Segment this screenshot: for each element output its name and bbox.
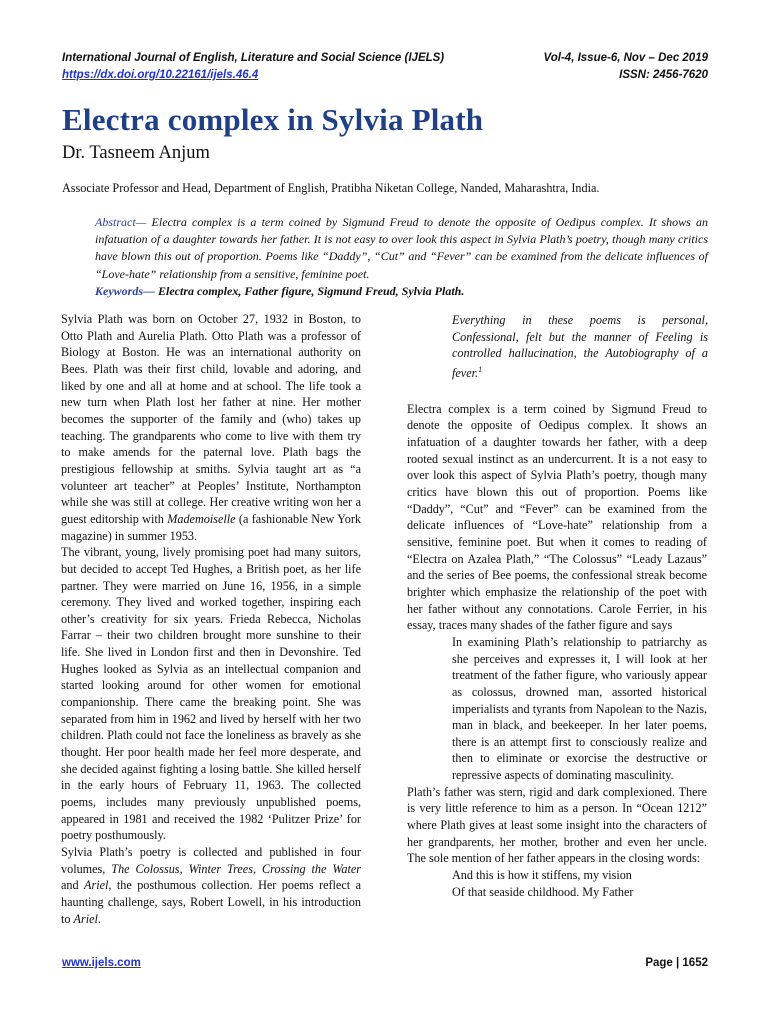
verse-line-2: Of that seaside childhood. My Father xyxy=(452,884,634,899)
book-title: Crossing the Water xyxy=(261,861,361,876)
book-title: The Colossus xyxy=(111,861,180,876)
right-paragraph-2: Plath’s father was stern, rigid and dark complexioned. There is very little reference to him as a person. In “Ocean 1212” where Plath gives at least some insight into the characters of her grandparents, her mother, brother and even her uncle. The sole mention of her father appears in the closing words: xyxy=(407,784,707,866)
author-affiliation: Associate Professor and Head, Department of English, Pratibha Niketan College, Nanded, Maharashtra, India. xyxy=(62,181,600,195)
separator: , xyxy=(179,861,189,876)
abstract xyxy=(95,214,708,300)
abstract-label: Abstract— xyxy=(95,215,147,229)
quote-text: Everything in these poems is personal, Confessional, felt but the manner of Feeling is controlled hallucination, the Autobiography of a fever. xyxy=(452,313,708,381)
volume-issue: Vol-4, Issue-6, Nov – Dec 2019 xyxy=(543,52,708,64)
abstract-text: Electra complex is a term coined by Sigmund Freud to denote the opposite of Oedipus complex. It shows an infatuation of a daughter towards her father. It is not easy to over look this aspect in Sylvia Plath’s poetry, though many critics have blown this out of proportion. Poems like “Daddy”, “Cut” and “Fever” can be examined from the delicate influences of “Love-hate” relationship from a sensitive, feminine poet. xyxy=(95,215,708,281)
footer-site-link[interactable]: www.ijels.com xyxy=(62,957,141,969)
book-title: Ariel xyxy=(73,911,98,926)
journal-name: International Journal of English, Literature and Social Science (IJELS) xyxy=(62,52,445,64)
book-title: Ariel xyxy=(84,878,109,893)
footnote-marker: 1 xyxy=(478,364,483,374)
keywords xyxy=(95,283,708,300)
paragraph-text: , the posthumous collection. Her poems reflect a haunting challenge, says, Robert Lowell, in his introduction to xyxy=(61,878,361,926)
article-title: Electra complex in Sylvia Plath xyxy=(62,102,484,137)
keywords-text: Electra complex, Father figure, Sigmund Freud, Sylvia Plath. xyxy=(155,283,465,298)
page-number: Page | 1652 xyxy=(645,957,708,969)
doi-link[interactable]: https://dx.doi.org/10.22161/ijels.46.4 xyxy=(62,69,259,81)
magazine-title: Mademoiselle xyxy=(167,511,236,526)
paragraph-text: (a fashionable New York magazine) in summer 1953. xyxy=(61,511,362,543)
paragraph-text: Sylvia Plath’s poetry is collected and published in four volumes, xyxy=(61,845,361,876)
left-paragraph-3 xyxy=(61,844,361,927)
separator: , xyxy=(252,861,262,876)
left-paragraph-1 xyxy=(61,311,361,544)
right-paragraph-1: Electra complex is a term coined by Sigmund Freud to denote the opposite of Oedipus complex. It shows an infatuation of a daughter towards her father, with a deep rooted sexual instinct as an undercurrent. It is a not easy to over look this aspect of Sylvia Plath’s poetry, though many critics have blown this out of proportion. Poems like “Daddy”, “Cut” and “Fever” can be examined from the delicate influences of “Love-hate” relationship from a sensitive, feminine poet. But when it comes to reading of “Electra on Azalea Plath,” “The Colossus” “Leady Lazaus” and the series of Bee poems, the confessional streak become brighter which emphasize the relationship of the poet with her father without any connotations. Carole Ferrier, in his essay, traces many shades of the father figure and says xyxy=(407,401,707,633)
spacer xyxy=(407,382,707,401)
block-quote: In examining Plath’s relationship to patriarchy as she perceives and expresses it, I will look at her treatment of the father figure, who variously appear as colossus, drowned man, assorted historical imperialists and tyrants from Napolean to the Nazis, man in black, and beekeeper. In her later poems, there is an attempt first to consciously realize and then to eliminate or exorcise the destructive or repressive aspects of dominating masculinity. xyxy=(452,634,707,783)
paragraph-text: Sylvia Plath was born on October 27, 1932 in Boston, to Otto Plath and Aurelia Plath. Otto Plath was a professor of Biology at Boston. He was an international authority on Bees. Plath was their first child, lovable and adoring, and liked by one and all at home and at school. The life took a new turn when Plath lost her father at nine. Her mother becomes the supporter of the family and (who) takes up teaching. The grandparents who come to live with them try to make amends for the paternal love. Plath bags the prestigious fellowship at smiths. Sylvia taught art as “a volunteer art teacher” at Peoples’ Institute, Northampton while she was still at college. Her creative writing won her a guest editorship with xyxy=(61,312,361,526)
verse-line-1: And this is how it stiffens, my vision xyxy=(452,868,632,883)
paragraph-text: and xyxy=(61,878,85,893)
book-title: Winter Trees xyxy=(188,861,253,876)
poem-quote xyxy=(452,312,708,382)
right-column xyxy=(407,312,707,900)
left-column xyxy=(61,311,361,927)
issn: ISSN: 2456-7620 xyxy=(619,69,708,81)
keywords-label: Keywords— xyxy=(95,283,155,298)
left-paragraph-2: The vibrant, young, lively promising poet had many suitors, but decided to accept Ted Hughes, a British poet, as her life partner. They were married on June 16, 1956, in a simple ceremony. They lived and worked together, inspiring each other’s creativity for six years. Frieda Rebecca, Nicholas Farrar – their two children brought more sunshine to their life. She lived in London first and then in Devonshire. Ted Hughes looked as Sylvia as an intellectual companion and started looking around for other women for emotional companionship. There came the breaking point. She was separated from him in 1962 and lived by herself with her two children. Plath could not face the loneliness as bravely as she thought. Her poor health made her feel more desperate, and she decided against fighting a losing battle. She killed herself in the early hours of February 11, 1963. The collected poems, includes many previously unpublished poems, appeared in 1981 and received the 1982 ‘Pulitzer Prize’ for poetry posthumously. xyxy=(61,545,361,843)
author-name: Dr. Tasneem Anjum xyxy=(62,143,210,163)
paragraph-text: . xyxy=(97,911,101,926)
